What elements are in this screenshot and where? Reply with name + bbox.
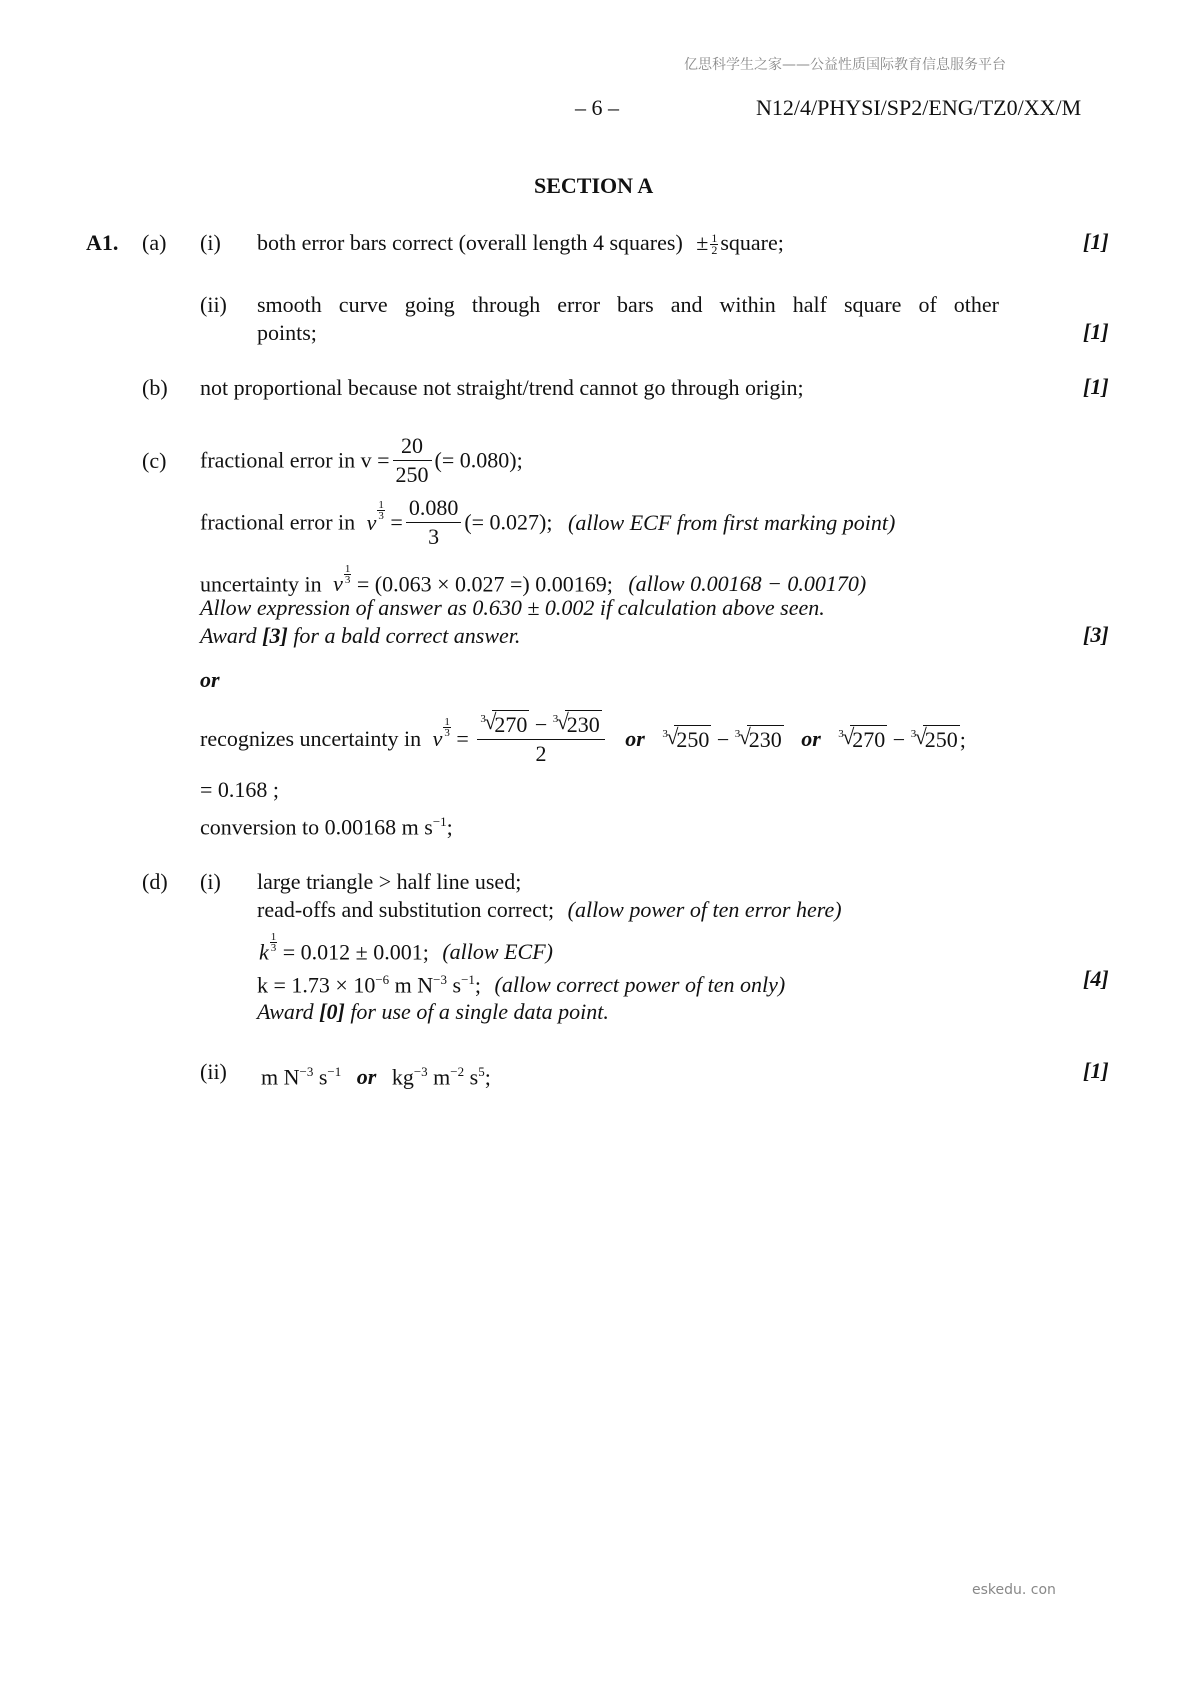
part-a-i-text (257, 229, 784, 257)
d-i-l3-k: k (259, 939, 269, 965)
question-label: A1. (86, 230, 119, 255)
c-l1-fraction (393, 432, 432, 489)
part-d-i-label: (i) (200, 869, 221, 894)
c-alt-expr2 (662, 723, 789, 752)
root-value: 250 (676, 726, 710, 752)
c-l1-den: 250 (395, 462, 429, 487)
d-i-l4-e3: −1 (461, 972, 475, 987)
part-d-i-line3 (259, 932, 553, 966)
d-i-l2-text: read-offs and substitution correct; (257, 897, 555, 922)
a-i-half-num: 1 (711, 231, 718, 246)
mark-c: [3] (1083, 622, 1109, 647)
part-d-i-line4 (257, 966, 785, 999)
d-ii-semi: ; (484, 1064, 491, 1090)
root-index: 3 (734, 727, 741, 740)
c-l2-exp-n: 1 (378, 499, 384, 512)
root-index: 3 (480, 713, 486, 725)
part-c-or: or (200, 667, 220, 692)
d-ii-e2: −1 (327, 1064, 342, 1079)
d-ii-e3: −3 (413, 1064, 428, 1079)
part-d-label: (d) (142, 869, 168, 894)
d-i-l3-note: (allow ECF) (442, 939, 553, 965)
d-ii-e5: 5 (478, 1064, 485, 1079)
c-l3-v: v (333, 571, 343, 597)
c-alt-fraction (477, 710, 604, 768)
c-l2-den: 3 (428, 524, 440, 549)
c-alt-l3-exp: −1 (432, 814, 447, 829)
cube-root-270: 3 √ 270 (838, 725, 887, 754)
d-ii-ss: s (469, 1064, 479, 1090)
c-l2-exp (377, 500, 385, 521)
part-d-i-line2 (257, 896, 842, 924)
d-i-l4-semi: ; (474, 972, 482, 998)
c-l2-pre: fractional error in (200, 509, 356, 535)
d-i-l4-s: s (452, 972, 462, 998)
d-i-l4-pre: k = 1.73 × 10 (257, 972, 376, 998)
part-a-i-label: (i) (200, 230, 221, 255)
c-l3-note: (allow 0.00168 − 0.00170) (628, 571, 867, 597)
part-c-line2 (200, 494, 895, 551)
c-alt-expr3 (838, 723, 966, 752)
d-i-l3-val: = 0.012 ± 0.001; (282, 939, 429, 965)
cube-root-230: 3 √ 230 (553, 710, 602, 739)
d-i-l4-e2: −3 (433, 972, 448, 987)
document-code: N12/4/PHYSI/SP2/ENG/TZ0/XX/M (756, 95, 1082, 120)
d-i-l4-note: (allow correct power of ten only) (494, 972, 786, 998)
c-l1-post: (= 0.080); (434, 447, 523, 473)
root-index: 3 (910, 727, 917, 740)
c-alt-or1: or (625, 726, 645, 751)
c-l2-v: v (366, 509, 377, 535)
c-l2-exp-d: 3 (378, 510, 384, 523)
c-l5-bold: [3] (262, 623, 288, 648)
part-c-line1 (200, 432, 523, 489)
d-ii-mm: m (433, 1064, 451, 1090)
d-i-l3-exp-n: 1 (270, 931, 277, 943)
c-l2-eq: = (390, 509, 403, 535)
part-a-ii-label: (ii) (200, 292, 227, 317)
cube-root-250: 3 √ 250 (662, 725, 711, 754)
mark-a-i: [1] (1083, 229, 1109, 254)
d-ii-e4: −2 (450, 1064, 465, 1079)
part-c-alt-line1 (200, 710, 966, 768)
part-c-alt-line3 (200, 808, 453, 841)
part-d-ii-text (261, 1058, 491, 1091)
root-value: 230 (566, 712, 600, 737)
c-l2-note: (allow ECF from first marking point) (568, 509, 896, 535)
a-i-half (710, 233, 718, 256)
d-ii-kg: kg (391, 1064, 414, 1090)
a-i-main: both error bars correct (overall length 4 squares) (257, 230, 683, 255)
d-ii-m: m N (261, 1064, 300, 1090)
c-alt-semi: ; (959, 726, 966, 752)
c-l2-fraction (406, 494, 462, 551)
watermark-top: 亿思科学生之家——公益性质国际教育信息服务平台 (684, 57, 1006, 73)
d-i-l2-note: (allow power of ten error here) (567, 897, 842, 922)
cube-root-250: 3 √ 250 (911, 725, 960, 754)
minus-sign: − (892, 726, 906, 752)
c-alt-eq: = (456, 726, 469, 751)
c-l5-post: for a bald correct answer. (293, 623, 521, 648)
c-alt-exp-n: 1 (444, 715, 450, 728)
part-b-label: (b) (142, 375, 168, 400)
c-l3-exp-d: 3 (344, 574, 351, 586)
d-i-l4-m: m N (394, 972, 434, 998)
minus-sign: − (534, 712, 548, 737)
a-i-half-den: 2 (711, 243, 718, 258)
root-value: 230 (748, 726, 782, 752)
mark-d-ii: [1] (1083, 1058, 1109, 1083)
part-c-line4: Allow expression of answer as 0.630 ± 0.002 if calculation above seen. (200, 595, 825, 620)
part-d-i-line1: large triangle > half line used; (257, 869, 522, 894)
c-alt-l3-post: ; (446, 814, 453, 840)
d-i-l5-bold: [0] (319, 999, 345, 1024)
c-l3-exp-n: 1 (344, 563, 351, 575)
part-d-i-line5 (257, 998, 609, 1026)
part-c-line5 (200, 622, 520, 650)
c-l3-eq: = (0.063 × 0.027 =) 0.00169; (356, 571, 613, 597)
part-c-label: (c) (142, 448, 167, 473)
c-l1-pre: fractional error in v = (200, 447, 390, 473)
c-alt-den: 2 (535, 741, 547, 766)
c-l2-post: (= 0.027); (464, 509, 553, 535)
c-alt-pre: recognizes uncertainty in (200, 726, 422, 751)
d-i-l4-e1: −6 (375, 972, 390, 987)
d-i-l5-pre: Award (257, 999, 314, 1024)
root-value: 250 (924, 726, 958, 752)
d-i-l5-post: for use of a single data point. (350, 999, 609, 1024)
d-i-l3-exp (270, 932, 278, 953)
part-a-ii-line1: smooth curve going through error bars and within half square of other (257, 292, 999, 317)
c-alt-exp-d: 3 (444, 726, 450, 739)
d-ii-s: s (318, 1064, 328, 1090)
a-i-tail: square; (720, 230, 784, 255)
c-alt-l3-pre: conversion to 0.00168 m s (200, 814, 433, 840)
part-c-alt-line2: = 0.168 ; (200, 777, 280, 802)
mark-a-ii: [1] (1083, 319, 1109, 344)
c-alt-or2: or (801, 726, 821, 751)
cube-root-230: 3 √ 230 (735, 725, 784, 754)
part-d-ii-label: (ii) (200, 1059, 227, 1084)
minus-sign: − (716, 726, 730, 752)
d-i-l3-exp-d: 3 (270, 942, 277, 954)
c-alt-v: v (432, 726, 443, 751)
c-l3-exp (344, 564, 352, 585)
root-index: 3 (662, 727, 668, 740)
c-l5-pre: Award (200, 623, 257, 648)
c-l1-num: 20 (393, 432, 432, 461)
page-number: – 6 – (575, 95, 619, 120)
mark-b: [1] (1083, 374, 1109, 399)
mark-d-i: [4] (1083, 966, 1109, 991)
c-l2-num: 0.080 (406, 494, 462, 523)
cube-root-270: 3 √ 270 (480, 710, 529, 739)
d-ii-or: or (356, 1064, 377, 1090)
part-b-text: not proportional because not straight/trend cannot go through origin; (200, 375, 804, 400)
watermark-bottom: eskedu. con (972, 1582, 1056, 1598)
d-ii-e1: −3 (299, 1064, 314, 1079)
root-index: 3 (838, 727, 844, 740)
c-l3-pre: uncertainty in (200, 571, 322, 597)
c-alt-num (477, 710, 604, 740)
part-a-ii-line2: points; (257, 320, 317, 345)
a-i-pm: ± (696, 230, 709, 255)
section-title: SECTION A (534, 173, 654, 198)
part-a-label: (a) (142, 230, 167, 255)
root-value: 270 (852, 726, 886, 752)
root-index: 3 (552, 713, 559, 725)
root-value: 270 (494, 712, 528, 737)
c-alt-exp (443, 717, 451, 738)
